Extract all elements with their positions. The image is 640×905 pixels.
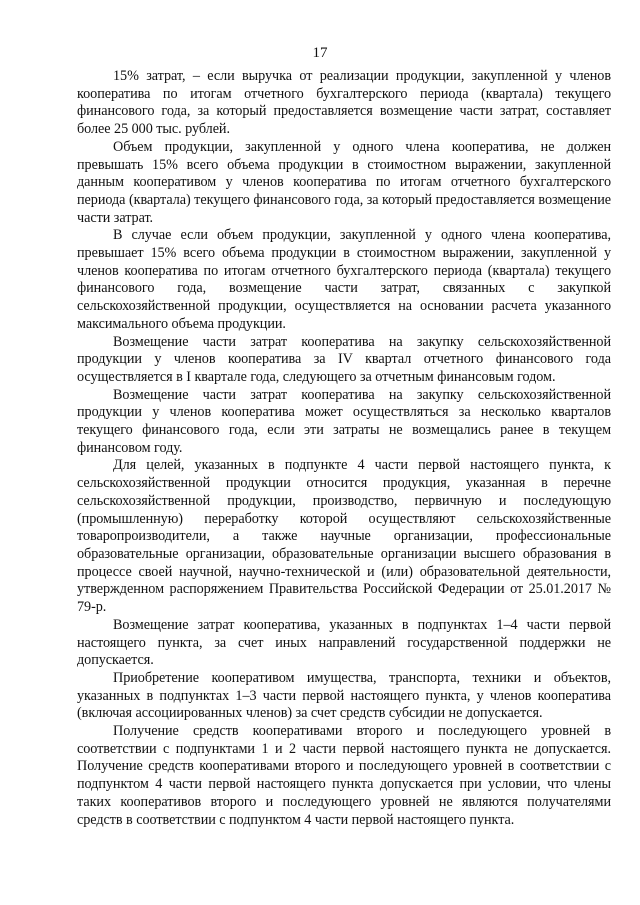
paragraph-fourth-quarter: Возмещение части затрат кооператива на закупку сельскохозяйственной продукции у членов кооператива за IV квартал отчетного финансового года осуществляется в I квартале года, следующего за отчетным финансовым годом. — [77, 333, 611, 385]
paragraph-property-purchase: Приобретение кооперативом имущества, транспорта, техники и объектов, указанных в подпунктах 1–3 части первой настоящего пункта, у членов кооператива (включая ассоциированных членов) за счет средств субсидии не допускается. — [77, 669, 611, 722]
paragraph-single-member-limit: Объем продукции, закупленной у одного члена кооператива, не должен превышать 15% всего объема продукции в стоимостном выражении, закупленной данным кооперативом у членов кооператива по итогам отчетного бухгалтерского периода (квартала) текущего финансового года, за который предоставляется возмещение части затрат. — [77, 138, 611, 226]
paragraph-agricultural-products: Для целей, указанных в подпункте 4 части первой настоящего пункта, к сельскохозяйственной продукции относится продукция, указанная в перечне сельскохозяйственной продукции, производство, первичную и последующую (промышленную) переработку которой осуществляют сельскохозяйственные товаропроизводители, а также научные организации, профессиональные образовательные организации, образовательные организации высшего образования в процессе своей научной, научно-технической и (или) образовательной деятельности, утвержденном распоряжением Правительства Российской Федерации от 25.01.2017 № 79-р. — [77, 457, 611, 616]
page-number: 17 — [312, 45, 328, 61]
paragraph-limit-exceeded: В случае если объем продукции, закупленной у одного члена кооператива, превышает 15% всего объема продукции в стоимостном выражении, закупленной у членов кооператива по итогам отчетного бухгалтерского периода (квартала) текущего финансового года, возмещение части затрат, связанных с закупкой сельскохозяйственной продукции, осуществляется на основании расчета указанного максимального объема продукции. — [77, 227, 611, 332]
paragraph-revenue-threshold: 15% затрат, – если выручка от реализации продукции, закупленной у членов кооператива по итогам отчетного бухгалтерского периода (квартала) текущего финансового года, за который предоставляется возмещение части затрат, составляет более 25 000 тыс. рублей. — [77, 68, 611, 138]
paragraph-multiple-quarters: Возмещение части затрат кооператива на закупку сельскохозяйственной продукции у членов кооператива может осуществляться за несколько кварталов текущего финансового года, если эти затраты не возмещались ранее в текущем финансовом году. — [77, 386, 611, 456]
document-body — [77, 68, 611, 829]
paragraph-second-level-cooperatives: Получение средств кооперативами второго и последующего уровней в соответствии с подпунктами 1 и 2 части первой настоящего пункта не допускается. Получение средств кооперативами второго и последующего уровней в соответствии с подпунктом 4 части первой настоящего пункта допускается при условии, что члены таких кооперативов второго и последующего уровней не являются получателями средств в соответствии с подпунктом 4 части первой настоящего пункта. — [77, 723, 611, 828]
paragraph-other-support: Возмещение затрат кооператива, указанных в подпунктах 1–4 части первой настоящего пункта, за счет иных направлений государственной поддержки не допускается. — [77, 616, 611, 669]
